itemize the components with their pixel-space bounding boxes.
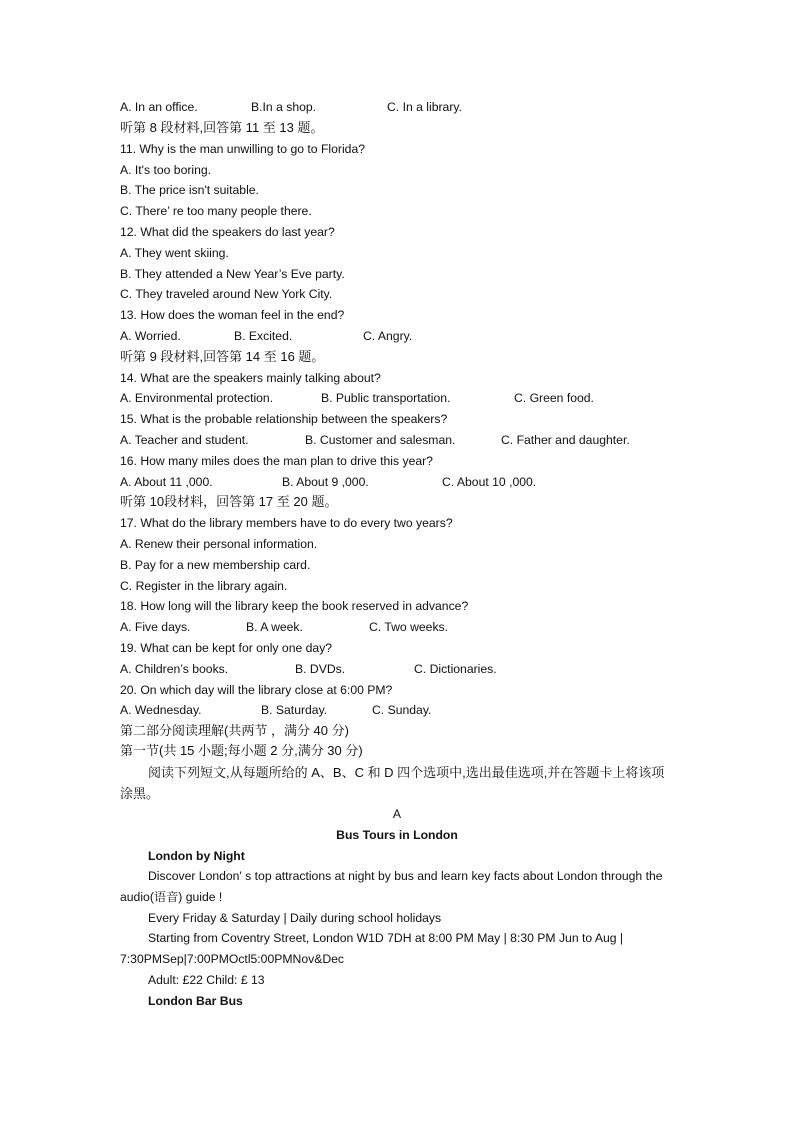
q13-option-a: A. Worried. (120, 329, 181, 343)
q17-option-a: A. Renew their personal information. (120, 537, 318, 551)
q15-question: 15. What is the probable relationship between the speakers? (120, 412, 448, 426)
part-2-title: 第二部分阅读理解(共两节 ，满分 40 分) (120, 723, 349, 738)
q15-option-c: C. Father and daughter. (501, 433, 630, 447)
q19-option-b: B. DVDs. (295, 662, 346, 676)
q11-option-b: B. The price isn't suitable. (120, 183, 259, 197)
q20-question: 20. On which day will the library close at 6:00 PM? (120, 683, 393, 697)
tour-1-price: Adult: £22 Child: £ 13 (148, 973, 265, 987)
tour-1-name: London by Night (148, 849, 245, 863)
q11-option-a: A. It's too boring. (120, 163, 212, 177)
q14-option-a: A. Environmental protection. (120, 391, 274, 405)
q17-question: 17. What do the library members have to do every two years? (120, 516, 453, 530)
q10-option-b: B.In a shop. (251, 100, 317, 114)
q12-option-b: B. They attended a New Year’s Eve party. (120, 267, 345, 281)
q16-option-c: C. About 10 ,000. (442, 475, 537, 489)
q19-option-a: A. Children’s books. (120, 662, 229, 676)
q20-option-a: A. Wednesday. (120, 703, 202, 717)
q13-option-c: C. Angry. (363, 329, 413, 343)
q13-question: 13. How does the woman feel in the end? (120, 308, 345, 322)
passage-letter: A (392, 807, 402, 821)
q19-option-c: C. Dictionaries. (414, 662, 497, 676)
q15-option-b: B. Customer and salesman. (305, 433, 456, 447)
q20-option-b: B. Saturday. (261, 703, 328, 717)
q11-option-c: C. There’ re too many people there. (120, 204, 312, 218)
tour-1-times: Starting from Coventry Street, London W1D 7DH at 8:00 PM May | 8:30 PM Jun to Aug | 7:30PMSep|7:00PMOctl5:00PMNov&Dec (120, 931, 624, 966)
q18-option-a: A. Five days. (120, 620, 191, 634)
q18-option-c: C. Two weeks. (369, 620, 449, 634)
section-8-heading: 听第 8 段材料,回答第 11 至 13 题。 (120, 120, 324, 135)
q16-option-b: B. About 9 ,000. (282, 475, 369, 489)
section-10-heading: 听第 10段材料，回答第 17 至 20 题。 (120, 494, 338, 509)
tour-1-days: Every Friday & Saturday | Daily during school holidays (148, 911, 442, 925)
q14-option-c: C. Green food. (514, 391, 594, 405)
part-2-section-1-title: 第一节(共 15 小题;每小题 2 分,满分 30 分) (120, 743, 363, 758)
q12-option-c: C. They traveled around New York City. (120, 287, 333, 301)
section-9-heading: 听第 9 段材料,回答第 14 至 16 题。 (120, 349, 325, 364)
q10-option-c: C. In a library. (387, 100, 462, 114)
q18-question: 18. How long will the library keep the book reserved in advance? (120, 599, 469, 613)
q10-option-a: A. In an office. (120, 100, 198, 114)
q11-question: 11. Why is the man unwilling to go to Florida? (120, 142, 365, 156)
q12-question: 12. What did the speakers do last year? (120, 225, 335, 239)
q14-option-b: B. Public transportation. (321, 391, 451, 405)
instructions: 阅读下列短文,从每题所给的 A、B、C 和 D 四个选项中,选出最佳选项,并在答题卡上将该项涂黑。 (120, 765, 665, 801)
tour-2-name: London Bar Bus (148, 994, 243, 1008)
q17-option-c: C. Register in the library again. (120, 579, 288, 593)
tour-1-description: Discover London' s top attractions at night by bus and learn key facts about London through the audio(语音) guide ! (120, 869, 663, 904)
q12-option-a: A. They went skiing. (120, 246, 229, 260)
q14-question: 14. What are the speakers mainly talking about? (120, 371, 381, 385)
q13-option-b: B. Excited. (234, 329, 293, 343)
q15-option-a: A. Teacher and student. (120, 433, 249, 447)
passage-title: Bus Tours in London (336, 828, 458, 842)
q16-option-a: A. About 11 ,000. (120, 475, 213, 489)
q18-option-b: B. A week. (246, 620, 303, 634)
q17-option-b: B. Pay for a new membership card. (120, 558, 311, 572)
q16-question: 16. How many miles does the man plan to drive this year? (120, 454, 433, 468)
q19-question: 19. What can be kept for only one day? (120, 641, 333, 655)
q20-option-c: C. Sunday. (372, 703, 432, 717)
